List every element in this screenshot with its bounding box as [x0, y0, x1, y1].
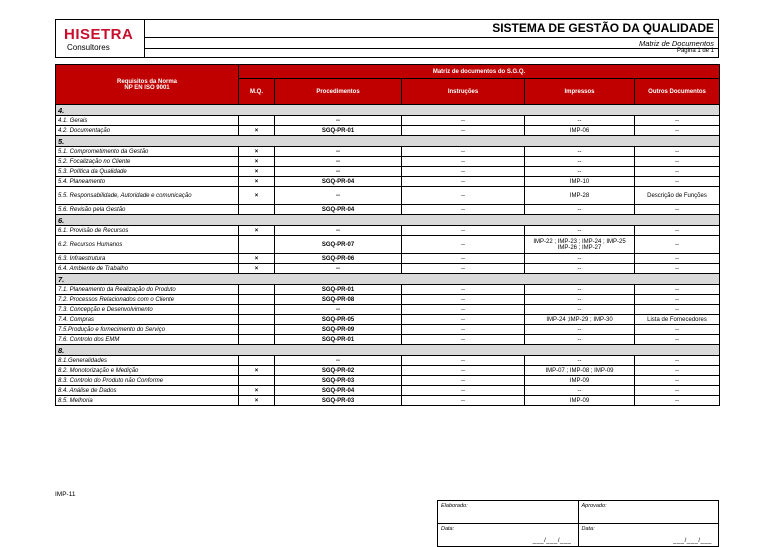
- outros-cell: --: [635, 396, 720, 406]
- section-row: [56, 105, 720, 116]
- impressos-cell: --: [525, 116, 635, 126]
- instruction-cell: --: [402, 366, 525, 376]
- table-row: [56, 366, 720, 376]
- mq-cell: ×: [239, 264, 275, 274]
- procedure-cell: --: [275, 226, 402, 236]
- outros-cell: --: [635, 205, 720, 215]
- procedure-cell: SGQ-PR-04: [275, 205, 402, 215]
- instruction-cell: --: [402, 236, 525, 254]
- section-label: 4.: [56, 105, 720, 116]
- aprovado-label: Aprovado:: [581, 503, 607, 509]
- procedure-cell: SGQ-PR-03: [275, 376, 402, 386]
- document-matrix-table: [55, 64, 720, 406]
- procedure-cell: SGQ-PR-03: [275, 396, 402, 406]
- impressos-cell: --: [525, 157, 635, 167]
- impressos-cell: --: [525, 356, 635, 366]
- date-placeholder: ___/___/___: [673, 538, 712, 544]
- date-label: Data:: [441, 526, 455, 532]
- table-row: [56, 325, 720, 335]
- impressos-cell: --: [525, 295, 635, 305]
- procedure-cell: SGQ-PR-07: [275, 236, 402, 254]
- instruction-cell: --: [402, 376, 525, 386]
- requirement-cell: 7.6. Controlo dos EMM: [56, 335, 239, 345]
- requirement-cell: 6.3. Infraestrutura: [56, 254, 239, 264]
- impressos-cell: --: [525, 205, 635, 215]
- instruction-cell: --: [402, 396, 525, 406]
- mq-cell: [239, 285, 275, 295]
- instruction-cell: --: [402, 167, 525, 177]
- impressos-cell: IMP-09: [525, 396, 635, 406]
- mq-cell: ×: [239, 187, 275, 205]
- table-row: [56, 236, 720, 254]
- mq-cell: [239, 295, 275, 305]
- aprovado-cell[interactable]: [578, 501, 719, 524]
- form-code: IMP-11: [55, 491, 76, 498]
- table-row: [56, 205, 720, 215]
- instruction-cell: --: [402, 177, 525, 187]
- procedure-cell: SGQ-PR-04: [275, 177, 402, 187]
- mq-cell: ×: [239, 386, 275, 396]
- table-row: [56, 147, 720, 157]
- column-header-instrucoes: Instruções: [402, 79, 525, 105]
- outros-cell: --: [635, 116, 720, 126]
- mq-cell: ×: [239, 157, 275, 167]
- table-row: [56, 305, 720, 315]
- procedure-cell: --: [275, 157, 402, 167]
- header-divider: [144, 48, 718, 49]
- mq-cell: ×: [239, 226, 275, 236]
- mq-cell: [239, 356, 275, 366]
- instruction-cell: --: [402, 226, 525, 236]
- requirement-cell: 8.2. Monotorização e Medição: [56, 366, 239, 376]
- table-row: [56, 226, 720, 236]
- column-header-outros: Outros Documentos: [635, 79, 720, 105]
- procedure-cell: SGQ-PR-01: [275, 126, 402, 136]
- logo-sub-text: Consultores: [67, 43, 110, 52]
- impressos-cell: --: [525, 264, 635, 274]
- instruction-cell: --: [402, 116, 525, 126]
- mq-cell: ×: [239, 177, 275, 187]
- table-row: [56, 315, 720, 325]
- section-label: 6.: [56, 215, 720, 226]
- table-row: [56, 335, 720, 345]
- instruction-cell: --: [402, 386, 525, 396]
- requirement-cell: 8.1.Generalidades: [56, 356, 239, 366]
- outros-cell: Descrição de Funções: [635, 187, 720, 205]
- column-header-mq: M.Q.: [239, 79, 275, 105]
- requirement-cell: 5.6. Revisão pela Gestão: [56, 205, 239, 215]
- mq-cell: ×: [239, 366, 275, 376]
- procedure-cell: SGQ-PR-04: [275, 386, 402, 396]
- table-row: [56, 116, 720, 126]
- table-row: [56, 177, 720, 187]
- elaborado-label: Elaborado:: [441, 503, 468, 509]
- instruction-cell: --: [402, 254, 525, 264]
- table-row: [56, 157, 720, 167]
- outros-cell: --: [635, 335, 720, 345]
- mq-cell: [239, 305, 275, 315]
- table-row: [56, 396, 720, 406]
- column-header-procedimentos: Procedimentos: [275, 79, 402, 105]
- requirement-cell: 8.4. Análise de Dados: [56, 386, 239, 396]
- requirements-header-line2: NP EN ISO 9001: [124, 84, 170, 91]
- matrix-body: [56, 105, 720, 406]
- procedure-cell: SGQ-PR-01: [275, 285, 402, 295]
- mq-cell: [239, 376, 275, 386]
- procedure-cell: --: [275, 116, 402, 126]
- impressos-cell: --: [525, 335, 635, 345]
- section-label: 7.: [56, 274, 720, 285]
- outros-cell: --: [635, 264, 720, 274]
- mq-cell: ×: [239, 126, 275, 136]
- outros-cell: --: [635, 366, 720, 376]
- impressos-cell: IMP-07 ; IMP-08 ; IMP-09: [525, 366, 635, 376]
- impressos-cell: --: [525, 147, 635, 157]
- outros-cell: --: [635, 305, 720, 315]
- instruction-cell: --: [402, 356, 525, 366]
- table-row: [56, 187, 720, 205]
- impressos-cell: --: [525, 226, 635, 236]
- outros-cell: --: [635, 157, 720, 167]
- requirement-cell: 7.1. Planeamento da Realização do Produto: [56, 285, 239, 295]
- procedure-cell: --: [275, 167, 402, 177]
- logo-main-text: HISETRA: [64, 26, 134, 43]
- system-title: SISTEMA DE GESTÃO DA QUALIDADE: [492, 21, 714, 35]
- section-row: [56, 215, 720, 226]
- impressos-cell: --: [525, 305, 635, 315]
- requirement-cell: 8.3. Controlo do Produto não Conforme: [56, 376, 239, 386]
- table-row: [56, 386, 720, 396]
- table-row: [56, 254, 720, 264]
- procedure-cell: SGQ-PR-05: [275, 315, 402, 325]
- section-label: 5.: [56, 136, 720, 147]
- aprovado-date-cell[interactable]: [578, 524, 719, 547]
- elaborado-date-cell[interactable]: [438, 524, 579, 547]
- mq-cell: ×: [239, 167, 275, 177]
- document-subtitle: Matriz de Documentos: [638, 39, 714, 48]
- requirement-cell: 8.5. Melhoria: [56, 396, 239, 406]
- requirement-cell: 5.4. Planeamento: [56, 177, 239, 187]
- impressos-cell: IMP-22 ; IMP-23 ; IMP-24 ; IMP-25 IMP-26 ; IMP-27: [525, 236, 635, 254]
- approval-box: [437, 500, 719, 547]
- document-header: [55, 19, 719, 58]
- date-label: Data:: [581, 526, 595, 532]
- table-row: [56, 126, 720, 136]
- requirement-cell: 6.4. Ambiente de Trabalho: [56, 264, 239, 274]
- instruction-cell: --: [402, 147, 525, 157]
- page-number: Página 1 de 1: [676, 48, 714, 54]
- section-row: [56, 345, 720, 356]
- requirement-cell: 5.5. Responsabilidade, Autoridade e comunicação: [56, 187, 239, 205]
- impressos-cell: --: [525, 325, 635, 335]
- outros-cell: --: [635, 226, 720, 236]
- mq-cell: [239, 236, 275, 254]
- section-row: [56, 274, 720, 285]
- header-titles: [144, 20, 718, 57]
- requirement-cell: 4.1. Gerais: [56, 116, 239, 126]
- instruction-cell: --: [402, 335, 525, 345]
- mq-cell: ×: [239, 147, 275, 157]
- mq-cell: [239, 116, 275, 126]
- header-divider: [144, 37, 718, 38]
- requirement-cell: 5.3. Política da Qualidade: [56, 167, 239, 177]
- impressos-cell: IMP-24 ;IMP-29 ; IMP-30: [525, 315, 635, 325]
- instruction-cell: --: [402, 325, 525, 335]
- requirement-cell: 5.2. Focalização no Cliente: [56, 157, 239, 167]
- requirement-cell: 4.2. Documentação: [56, 126, 239, 136]
- outros-cell: --: [635, 325, 720, 335]
- section-label: 8.: [56, 345, 720, 356]
- procedure-cell: SGQ-PR-02: [275, 366, 402, 376]
- outros-cell: --: [635, 126, 720, 136]
- matrix-group-header: Matriz de documentos do S.G.Q.: [239, 65, 720, 79]
- impressos-cell: IMP-28: [525, 187, 635, 205]
- impressos-cell: --: [525, 167, 635, 177]
- impressos-cell: --: [525, 254, 635, 264]
- instruction-cell: --: [402, 264, 525, 274]
- procedure-cell: --: [275, 147, 402, 157]
- requirement-cell: 5.1. Comprometimento da Gestão: [56, 147, 239, 157]
- outros-cell: --: [635, 254, 720, 264]
- procedure-cell: SGQ-PR-08: [275, 295, 402, 305]
- outros-cell: --: [635, 285, 720, 295]
- requirement-cell: 7.2. Processos Relacionados com o Cliente: [56, 295, 239, 305]
- requirements-header-line1: Requisitos da Norma: [116, 78, 177, 85]
- requirement-cell: 6.1. Provisão de Recursos: [56, 226, 239, 236]
- procedure-cell: SGQ-PR-06: [275, 254, 402, 264]
- instruction-cell: --: [402, 205, 525, 215]
- procedure-cell: --: [275, 187, 402, 205]
- impressos-cell: IMP-10: [525, 177, 635, 187]
- company-logo: [56, 20, 145, 57]
- table-row: [56, 285, 720, 295]
- column-header-impressos: Impressos: [525, 79, 635, 105]
- table-row: [56, 295, 720, 305]
- mq-cell: ×: [239, 396, 275, 406]
- instruction-cell: --: [402, 315, 525, 325]
- instruction-cell: --: [402, 157, 525, 167]
- outros-cell: --: [635, 295, 720, 305]
- instruction-cell: --: [402, 295, 525, 305]
- instruction-cell: --: [402, 285, 525, 295]
- impressos-cell: IMP-09: [525, 376, 635, 386]
- table-row: [56, 376, 720, 386]
- date-placeholder: ___/___/___: [532, 538, 572, 544]
- mq-cell: [239, 205, 275, 215]
- requirement-cell: 7.5.Produção e fornecimento do Serviço: [56, 325, 239, 335]
- section-row: [56, 136, 720, 147]
- elaborado-cell[interactable]: [438, 501, 579, 524]
- outros-cell: --: [635, 386, 720, 396]
- impressos-cell: IMP-06: [525, 126, 635, 136]
- impressos-cell: --: [525, 386, 635, 396]
- procedure-cell: --: [275, 356, 402, 366]
- mq-cell: [239, 335, 275, 345]
- requirement-cell: 7.3. Concepção e Desenvolvimento: [56, 305, 239, 315]
- requirement-cell: 7.4. Compras: [56, 315, 239, 325]
- procedure-cell: --: [275, 264, 402, 274]
- procedure-cell: SGQ-PR-09: [275, 325, 402, 335]
- impressos-cell: --: [525, 285, 635, 295]
- table-row: [56, 167, 720, 177]
- procedure-cell: --: [275, 305, 402, 315]
- outros-cell: --: [635, 177, 720, 187]
- instruction-cell: --: [402, 305, 525, 315]
- outros-cell: Lista de Fornecedores: [635, 315, 720, 325]
- requirement-cell: 6.2. Recursos Humanos: [56, 236, 239, 254]
- mq-cell: ×: [239, 254, 275, 264]
- outros-cell: --: [635, 236, 720, 254]
- mq-cell: [239, 315, 275, 325]
- table-row: [56, 264, 720, 274]
- outros-cell: --: [635, 147, 720, 157]
- procedure-cell: SGQ-PR-01: [275, 335, 402, 345]
- outros-cell: --: [635, 356, 720, 366]
- requirements-header: [56, 65, 239, 105]
- mq-cell: [239, 325, 275, 335]
- instruction-cell: --: [402, 126, 525, 136]
- outros-cell: --: [635, 376, 720, 386]
- outros-cell: --: [635, 167, 720, 177]
- instruction-cell: --: [402, 187, 525, 205]
- table-row: [56, 356, 720, 366]
